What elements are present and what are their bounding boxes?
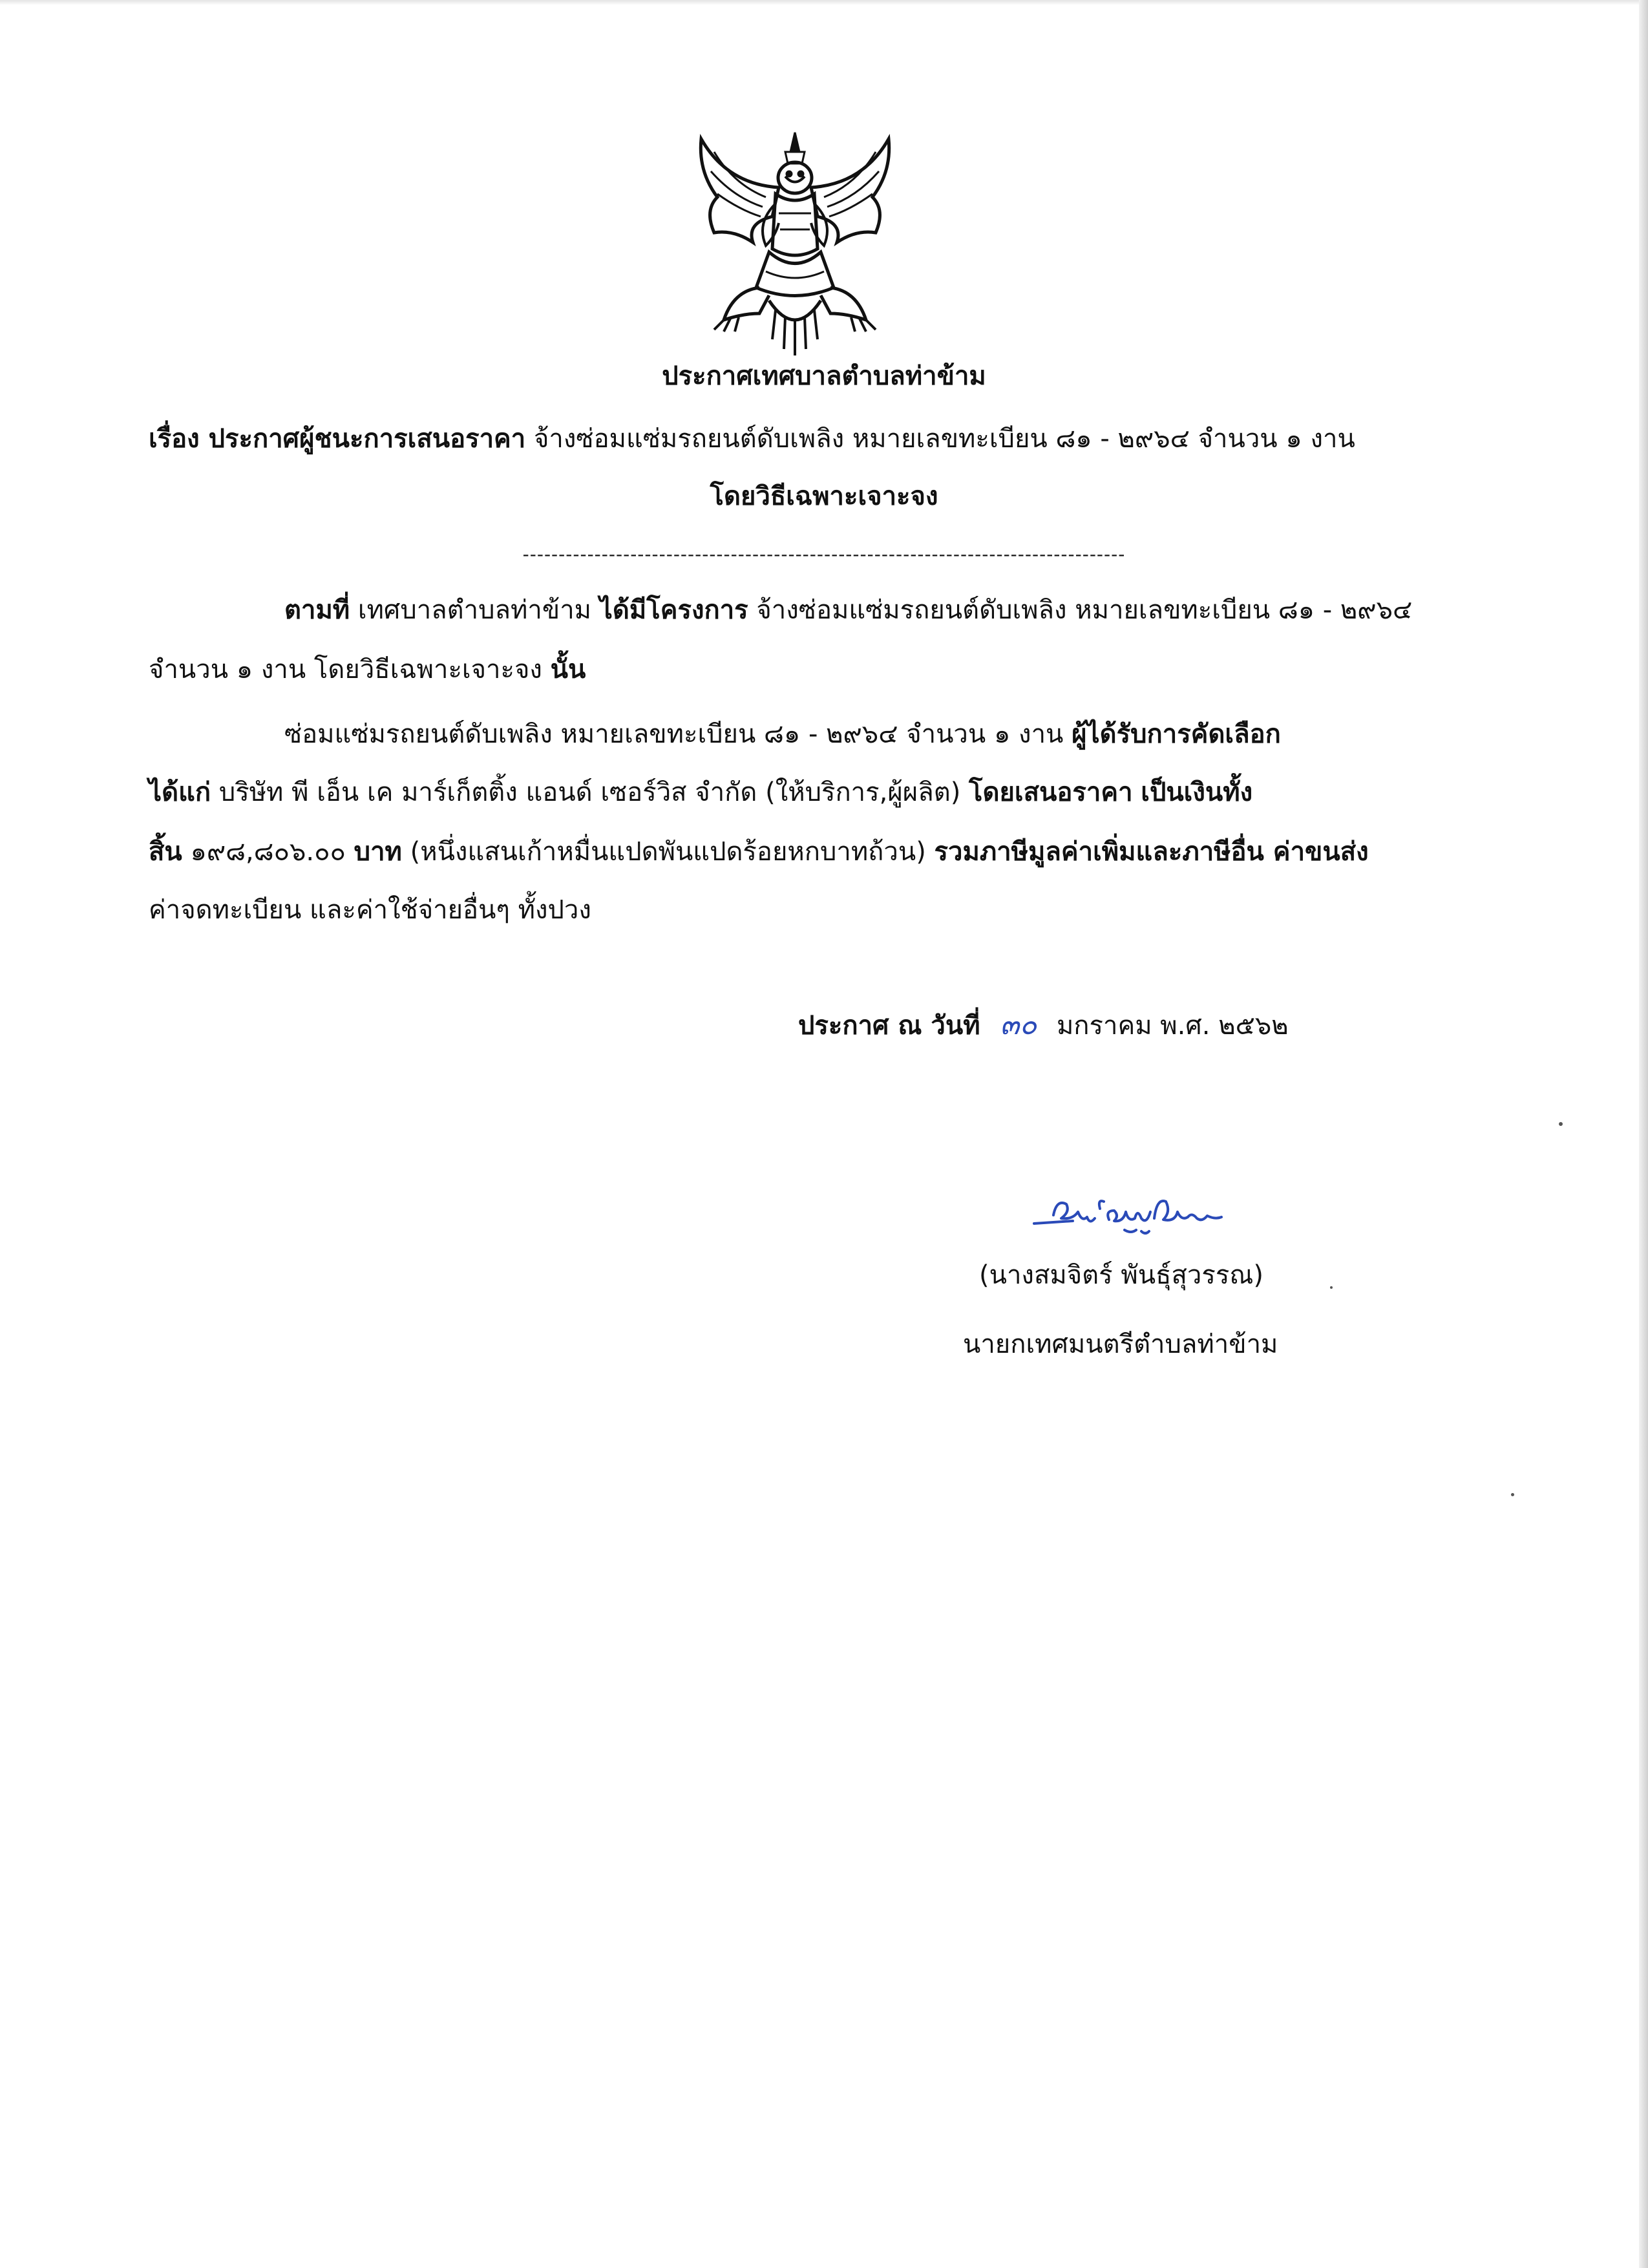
p2-winner: บริษัท พี เอ็น เค มาร์เก็ตติ้ง แอนด์ เซอร์วิส จำกัด (ให้บริการ,ผู้ผลิต) bbox=[218, 778, 961, 807]
paragraph-1-line-2 bbox=[149, 652, 586, 688]
p2-amount-label: เป็นเงินทั้ง bbox=[1141, 778, 1253, 807]
scan-edge-top bbox=[0, 0, 1648, 5]
p2-tax-label: รวมภาษีมูลค่าเพิ่มและภาษีอื่น ค่าขนส่ง bbox=[934, 837, 1369, 867]
p1-end: นั้น bbox=[550, 655, 586, 684]
document-title: ประกาศเทศบาลตำบลท่าข้าม bbox=[662, 361, 986, 391]
date-prefix: ประกาศ ณ วันที่ bbox=[798, 1011, 980, 1041]
scan-speck bbox=[1511, 1493, 1514, 1496]
subject-line bbox=[149, 421, 1355, 457]
paragraph-2-line-3 bbox=[149, 834, 1369, 870]
announcement-date bbox=[798, 1007, 1289, 1044]
paragraph-2-line-1 bbox=[284, 716, 1281, 752]
p2-offer-label: โดยเสนอราคา bbox=[969, 778, 1133, 807]
p1-lead: ตามที่ bbox=[284, 595, 350, 625]
p1-project: จ้างซ่อมแซ่มรถยนต์ดับเพลิง หมายเลขทะเบียน ๘๑ - ๒๙๖๔ bbox=[756, 595, 1413, 625]
subject-text: จ้างซ่อมแซ่มรถยนต์ดับเพลิง หมายเลขทะเบียน ๘๑ - ๒๙๖๔ จำนวน ๑ งาน bbox=[533, 424, 1355, 454]
scan-speck bbox=[1559, 1122, 1563, 1126]
subject-label: เรื่อง ประกาศผู้ชนะการเสนอราคา bbox=[149, 424, 526, 454]
paragraph-2-line-2 bbox=[149, 774, 1252, 811]
p2-amount-words: (หนึ่งแสนเก้าหมื่นแปดพันแปดร้อยหกบาทถ้วน) bbox=[410, 837, 926, 867]
signatory-name: (นางสมจิตร์ พันธุ์สุวรรณ) bbox=[979, 1260, 1264, 1290]
p2-total-label: สิ้น bbox=[149, 837, 182, 867]
date-month-year: มกราคม พ.ศ. ๒๕๖๒ bbox=[1056, 1011, 1289, 1041]
signature-image bbox=[1028, 1180, 1247, 1251]
p1-project-label: ได้มีโครงการ bbox=[599, 595, 748, 625]
paragraph-2-line-4 bbox=[149, 892, 591, 928]
p1-org: เทศบาลตำบลท่าข้าม bbox=[357, 595, 592, 625]
p2-item: ซ่อมแซ่มรถยนต์ดับเพลิง หมายเลขทะเบียน ๘๑ - ๒๙๖๔ จำนวน ๑ งาน bbox=[284, 719, 1064, 749]
signatory-position: นายกเทศมนตรีตำบลท่าข้าม bbox=[963, 1330, 1278, 1359]
p2-fees: ค่าจดทะเบียน และค่าใช้จ่ายอื่นๆ ทั้งปวง bbox=[149, 895, 591, 925]
subject-line-2: โดยวิธีเฉพาะเจาะจง bbox=[710, 482, 938, 511]
garuda-emblem-icon bbox=[688, 126, 902, 365]
p2-winner-label: ได้แก่ bbox=[149, 778, 211, 807]
p2-amount: ๑๙๘,๘๐๖.๐๐ bbox=[190, 837, 346, 867]
p2-currency: บาท bbox=[354, 837, 402, 867]
p1-method: จำนวน ๑ งาน โดยวิธีเฉพาะเจาะจง bbox=[149, 655, 542, 684]
paragraph-1-line-1 bbox=[284, 592, 1412, 628]
separator-line: ------------------------------------------------------------------------------------ bbox=[522, 544, 1126, 565]
scan-speck bbox=[1330, 1286, 1333, 1289]
p2-selected-label: ผู้ได้รับการคัดเลือก bbox=[1072, 719, 1281, 749]
date-day-handwritten: ๓๐ bbox=[1000, 1008, 1037, 1041]
scan-edge-right bbox=[1639, 0, 1648, 2268]
